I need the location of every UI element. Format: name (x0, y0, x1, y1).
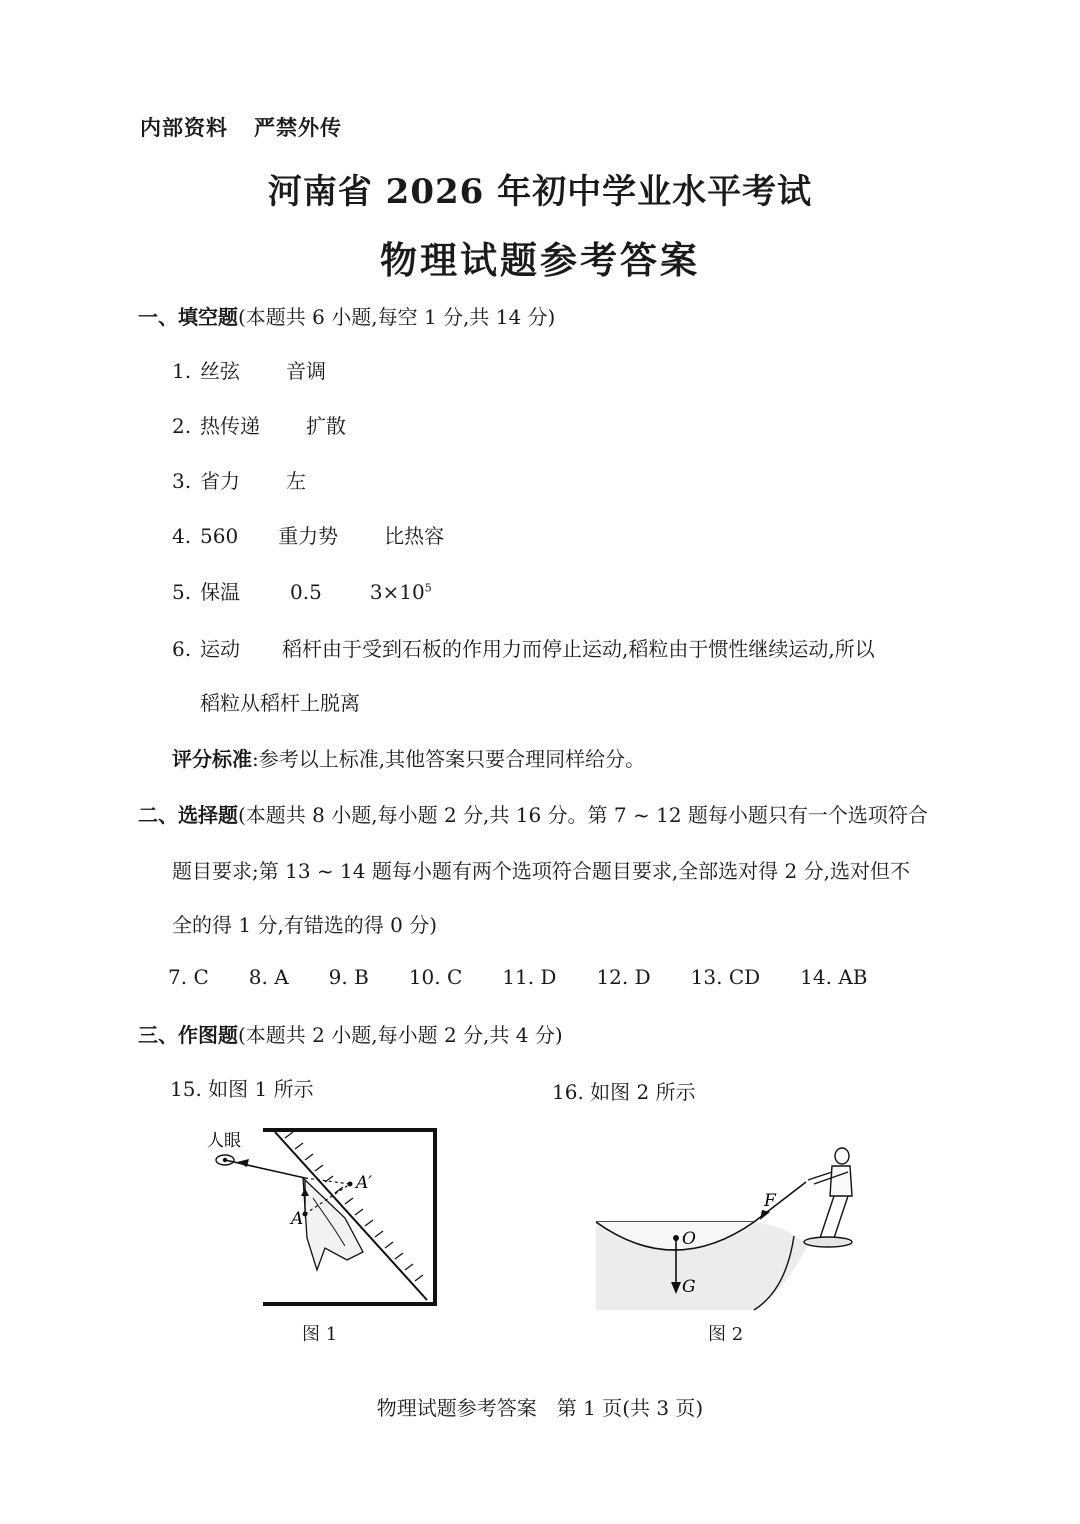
choice-answer: 9. B (328, 965, 369, 989)
choice-answer: 11. D (502, 965, 557, 989)
image-point (348, 1182, 353, 1187)
answer-item-1: 1. 丝弦 音调 (172, 359, 326, 383)
section2-note-line2: 题目要求;第 13 ~ 14 题每小题有两个选项符合题目要求,全部选对得 2 分,选对但不 (172, 859, 910, 883)
figure-1-mirror-diagram (195, 1120, 445, 1315)
answer-item-4: 4. 560 重力势 比热容 (172, 524, 445, 548)
section2-heading-line (138, 799, 928, 828)
answer-item-6-continued: 稻粒从稻杆上脱离 (200, 691, 360, 715)
tag-no-leak: 严禁外传 (254, 116, 342, 140)
section1-heading: 一、填空题 (138, 305, 238, 329)
choice-answer: 14. AB (800, 965, 868, 989)
section2-note-line3: 全的得 1 分,有错选的得 0 分) (172, 913, 438, 937)
answer-item-5: 5. 保温 0.5 $3\times 10^5$ (172, 580, 432, 604)
eye-label: 人眼 (207, 1131, 241, 1151)
water-skier-figure (804, 1148, 852, 1247)
mirror-frame (263, 1130, 435, 1304)
choice-answer: 13. CD (690, 965, 761, 989)
answer-item-2: 2. 热传递 扩散 (172, 414, 346, 438)
section1-heading-line (138, 301, 555, 330)
section1-note: (本题共 6 小题,每空 1 分,共 14 分) (238, 305, 556, 329)
choice-answer: 8. A (248, 965, 289, 989)
choice-answer: 12. D (596, 965, 651, 989)
tag-internal: 内部资料 (140, 116, 228, 140)
section2-note: (本题共 8 小题,每小题 2 分,共 16 分。第 7 ~ 12 题每小题只有一个选项符合 (238, 803, 928, 827)
document-title: 物理试题参考答案 (380, 239, 700, 282)
figure-1-caption: 图 1 (302, 1324, 338, 1345)
section3-heading-line (138, 1019, 563, 1048)
choice-answer: 10. C (408, 965, 463, 989)
virtual-ray (305, 1178, 350, 1184)
gravity-g-label: G (682, 1277, 696, 1297)
section3-note: (本题共 2 小题,每小题 2 分,共 4 分) (238, 1023, 563, 1047)
confidential-tag (140, 112, 342, 142)
choice-answer-row (168, 965, 867, 989)
section2-heading: 二、选择题 (138, 803, 238, 827)
answer-item-3: 3. 省力 左 (172, 469, 306, 493)
choice-answer: 7. C (168, 965, 209, 989)
scoring-note: 评分标准:参考以上标准,其他答案只要合理同样给分。 (172, 747, 646, 771)
question-15-label: 15. 如图 1 所示 (170, 1077, 314, 1101)
point-a-prime-label: A′ (356, 1173, 373, 1193)
answer-item-6: 6. 运动 稻杆由于受到石板的作用力而停止运动,稻粒由于惯性继续运动,所以 (172, 637, 875, 661)
question-16-label: 16. 如图 2 所示 (552, 1080, 696, 1104)
force-f-label: F (764, 1191, 776, 1211)
plant-sketch (303, 1178, 363, 1270)
section3-heading: 三、作图题 (138, 1023, 238, 1047)
page-footer: 物理试题参考答案 第 1 页(共 3 页) (376, 1396, 704, 1420)
point-a-label: A (291, 1209, 304, 1229)
point-o-label: O (682, 1229, 696, 1249)
reflected-ray (225, 1160, 305, 1178)
figure-2-caption: 图 2 (708, 1324, 744, 1345)
figure-2-water-skier-diagram (594, 1140, 864, 1315)
exam-title: 河南省 2026 年初中学业水平考试 (267, 172, 813, 212)
